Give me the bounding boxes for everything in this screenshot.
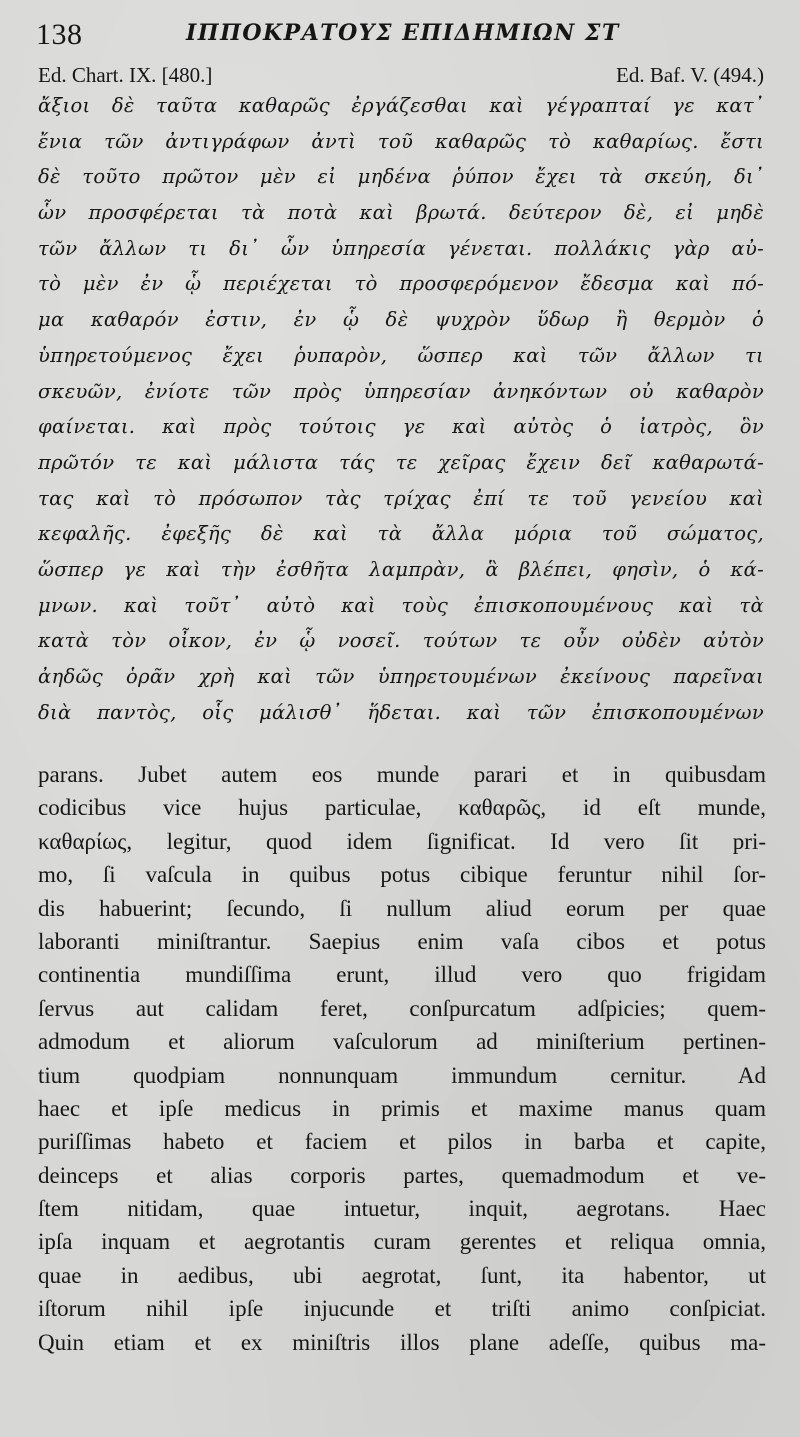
greek-text-block <box>38 88 764 730</box>
latin-text-line: mo, ſi vaſcula in quibus potus cibique feruntur nihil ſor- <box>38 862 766 888</box>
greek-text-line: τῶν ἄλλων τι δι᾽ ὧν ὑπηρεσία γένεται. πολλάκις γὰρ αὐ- <box>38 236 764 260</box>
greek-text-line: ἀηδῶς ὁρᾶν χρὴ καὶ τῶν ὑπηρετουμένων ἐκείνους παρεῖναι <box>38 665 764 688</box>
latin-text-line: codicibus vice hujus particulae, καθαρῶς, id eſt munde, <box>38 795 766 821</box>
latin-text-block <box>38 758 766 1359</box>
latin-text-line: tium quodpiam nonnunquam immundum cernitur. Ad <box>38 1062 766 1088</box>
page-header <box>36 14 766 54</box>
latin-text-line: dis habuerint; ſecundo, ſi nullum aliud eorum per quae <box>38 895 766 921</box>
latin-text-line: Quin etiam et ex miniſtris illos plane adeſſe, quibus ma- <box>38 1329 766 1355</box>
greek-text-line: ὥσπερ γε καὶ τὴν ἐσθῆτα λαμπρὰν, ἃ βλέπει, φησὶν, ὁ κά- <box>38 557 764 581</box>
latin-text-line: parans. Jubet autem eos munde parari et in quibusdam <box>38 762 766 787</box>
greek-text-line: ὧν προσφέρεται τὰ ποτὰ καὶ βρωτά. δεύτερον δὲ, εἰ μηδὲ <box>38 201 764 225</box>
latin-text-line: admodum et aliorum vaſculorum ad miniſterium pertinen- <box>38 1029 766 1055</box>
latin-text-line: ipſa inquam et aegrotantis curam gerentes et reliqua omnia, <box>38 1229 766 1255</box>
latin-text-line: iſtorum nihil ipſe injucunde et triſti animo conſpiciat. <box>38 1296 766 1322</box>
greek-text-line: τὸ μὲν ἐν ᾧ περιέχεται τὸ προσφερόμενον ἔδεσμα καὶ πό- <box>38 272 764 296</box>
latin-text-line: ſervus aut calidam feret, conſpurcatum adſpicies; quem- <box>38 995 766 1021</box>
greek-text-line: δὲ τοῦτο πρῶτον μὲν εἰ μηδένα ῥύπον ἔχει τὰ σκεύη, δι᾽ <box>38 165 764 189</box>
edition-reference-basel: Ed. Baf. V. (494.) <box>616 63 764 87</box>
greek-text-line: διὰ παντὸς, οἷς μάλισθ᾽ ἥδεται. καὶ τῶν ἐπισκοπουμένων <box>38 700 764 724</box>
latin-text-line: ſtem nitidam, quae intuetur, inquit, aegrotans. Haec <box>38 1196 766 1222</box>
greek-text-line: τας καὶ τὸ πρόσωπον τὰς τρίχας ἐπί τε τοῦ γενείου καὶ <box>38 486 764 510</box>
greek-text-line: κεφαλῆς. ἐφεξῆς δὲ καὶ τὰ ἄλλα μόρια τοῦ σώματος, <box>38 522 764 546</box>
greek-text-line: φαίνεται. καὶ πρὸς τούτοις γε καὶ αὐτὸς ὁ ἰατρὸς, ὃν <box>38 415 764 439</box>
greek-text-line: ἔνια τῶν ἀντιγράφων ἀντὶ τοῦ καθαρῶς τὸ καθαρίως. ἔστι <box>38 129 764 153</box>
latin-text-line: haec et ipſe medicus in primis et maxime manus quam <box>38 1095 766 1121</box>
greek-text-line: μνων. καὶ τοῦτ᾽ αὐτὸ καὶ τοὺς ἐπισκοπουμένους καὶ τὰ <box>38 593 764 617</box>
greek-text-line: κατὰ τὸν οἶκον, ἐν ᾧ νοσεῖ. τούτων τε οὖν οὐδὲν αὐτὸν <box>38 629 764 653</box>
edition-reference-chartier: Ed. Chart. IX. [480.] <box>38 63 213 87</box>
latin-text-line: quae in aedibus, ubi aegrotat, ſunt, ita habentor, ut <box>38 1262 766 1288</box>
greek-text-line: ἄξιοι δὲ ταῦτα καθαρῶς ἐργάζεσθαι καὶ γέγραπταί γε κατ᾽ <box>38 94 764 117</box>
running-title: ΙΠΠΟΚΡΑΤΟΥΣ ΕΠΙΔΗΜΙΩΝ ΣΤ <box>186 20 620 46</box>
latin-text-line: laboranti miniſtrantur. Saepius enim vaſa cibos et potus <box>38 928 766 954</box>
latin-text-line: deinceps et alias corporis partes, quemadmodum et ve- <box>38 1162 766 1188</box>
greek-text-line: μα καθαρόν ἐστιν, ἐν ᾧ δὲ ψυχρὸν ὕδωρ ἢ θερμὸν ὁ <box>38 308 764 332</box>
latin-text-line: καθαρίως, legitur, quod idem ſignificat. Id vero ſit pri- <box>38 828 766 854</box>
greek-text-line: πρῶτόν τε καὶ μάλιστα τάς τε χεῖρας ἔχειν δεῖ καθαρωτά- <box>38 450 764 474</box>
edition-references <box>38 63 764 91</box>
page-number: 138 <box>36 18 83 51</box>
greek-text-line: σκευῶν, ἐνίοτε τῶν πρὸς ὑπηρεσίαν ἀνηκόντων οὐ καθαρὸν <box>38 379 764 403</box>
latin-text-line: puriſſimas habeto et faciem et pilos in barba et capite, <box>38 1129 766 1155</box>
latin-text-line: continentia mundiſſima erunt, illud vero quo frigidam <box>38 962 766 988</box>
greek-text-line: ὑπηρετούμενος ἔχει ῥυπαρὸν, ὥσπερ καὶ τῶν ἄλλων τι <box>38 343 764 367</box>
